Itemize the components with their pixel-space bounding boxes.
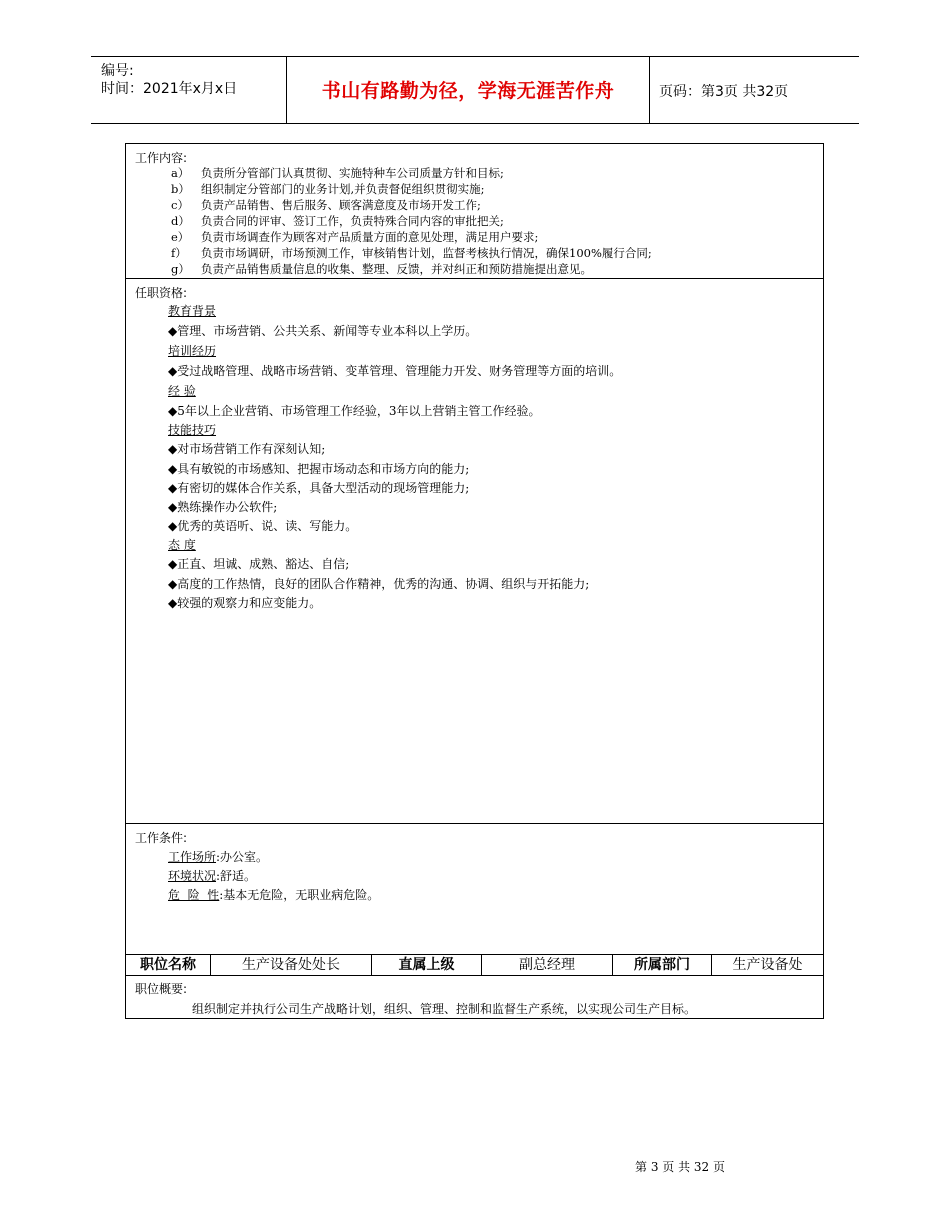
duty-item-label: g） (171, 262, 190, 276)
serial-label: 编号: (101, 63, 134, 79)
education-heading: 教育背景 (168, 304, 217, 318)
department-value: 生产设备处 (732, 957, 803, 973)
duty-item (171, 198, 481, 213)
duty-item-label: e） (171, 230, 190, 244)
position-name-value: 生产设备处处长 (211, 955, 372, 975)
duty-item-text: 组织制定分管部门的业务计划,并负责督促组织贯彻实施; (201, 182, 485, 196)
condition-value: :办公室。 (216, 850, 269, 864)
duty-item-text: 负责市场调研，市场预测工作，审核销售计划，监督考核执行情况，确保100%履行合同; (201, 246, 652, 260)
skills-item: ◆对市场营销工作有深刻认知; (168, 442, 326, 456)
conditions-section (125, 823, 824, 955)
skills-item: ◆具有敏锐的市场感知、把握市场动态和市场方向的能力; (168, 462, 470, 476)
department-label: 所属部门 (613, 955, 712, 975)
condition-label: 工作场所 (168, 850, 217, 864)
page-header (91, 56, 859, 124)
experience-heading: 经 验 (168, 384, 196, 398)
condition-item (168, 886, 379, 903)
duty-item-label: b） (171, 182, 190, 196)
header-motto: 书山有路勤为径，学海无涯苦作舟 (321, 80, 615, 102)
training-heading: 培训经历 (168, 344, 217, 358)
condition-label: 危 险 性 (168, 888, 220, 902)
duty-item-text: 负责所分管部门认真贯彻、实施特种车公司质量方针和目标; (201, 166, 504, 180)
page-footer: 第 3 页 共 32 页 (635, 1160, 725, 1174)
training-item: ◆受过战略管理、战略市场营销、变革管理、管理能力开发、财务管理等方面的培训。 (168, 364, 622, 378)
duty-item-text: 负责市场调查作为顾客对产品质量方面的意见处理，满足用户要求; (201, 230, 539, 244)
skills-item: ◆优秀的英语听、说、读、写能力。 (168, 519, 358, 533)
attitude-item: ◆较强的观察力和应变能力。 (168, 596, 322, 610)
education-item: ◆管理、市场营销、公共关系、新闻等专业本科以上学历。 (168, 324, 478, 338)
duty-item (171, 230, 538, 245)
duty-item-label: d） (171, 214, 190, 228)
duty-item (171, 182, 485, 197)
overview-title: 职位概要: (135, 982, 188, 996)
condition-item (168, 867, 256, 884)
position-name-label: 职位名称 (126, 955, 211, 975)
duty-item-label: f） (171, 246, 187, 260)
duties-section (125, 143, 824, 279)
header-meta (101, 62, 237, 98)
time-label: 时间：2021年x月x日 (101, 81, 238, 97)
overview-section (125, 975, 824, 1019)
condition-label: 环境状况 (168, 869, 217, 883)
duty-item-text: 负责合同的评审、签订工作，负责特殊合同内容的审批把关; (201, 214, 504, 228)
duties-title: 工作内容: (135, 151, 188, 165)
skills-item: ◆熟练操作办公软件; (168, 500, 278, 514)
position-info-row (125, 954, 824, 976)
condition-value: :基本无危险，无职业病危险。 (219, 888, 380, 902)
duty-item (171, 246, 652, 261)
superior-label: 直属上级 (372, 955, 482, 975)
duty-item-text: 负责产品销售、售后服务、顾客满意度及市场开发工作; (201, 198, 481, 212)
conditions-title: 工作条件: (135, 831, 188, 845)
overview-text: 组织制定并执行公司生产战略计划，组织、管理、控制和监督生产系统，以实现公司生产目标。 (192, 1002, 697, 1016)
condition-value: :舒适。 (216, 869, 257, 883)
superior-value: 副总经理 (482, 955, 613, 975)
experience-item: ◆5年以上企业营销、市场管理工作经验，3年以上营销主管工作经验。 (168, 404, 541, 418)
duty-item-label: a） (171, 166, 190, 180)
duty-item (171, 166, 504, 181)
qualifications-section (125, 278, 824, 824)
skills-item: ◆有密切的媒体合作关系，具备大型活动的现场管理能力; (168, 481, 470, 495)
condition-item (168, 848, 268, 865)
duty-item-text: 负责产品销售质量信息的收集、整理、反馈，并对纠正和预防措施提出意见。 (201, 262, 592, 276)
duty-item (171, 214, 504, 229)
attitude-item: ◆正直、坦诚、成熟、豁达、自信; (168, 557, 350, 571)
duty-item (171, 262, 592, 277)
qualifications-title: 任职资格: (135, 286, 188, 300)
attitude-item: ◆高度的工作热情，良好的团队合作精神，优秀的沟通、协调、组织与开拓能力; (168, 577, 590, 591)
header-page-number: 页码：第3页 共32页 (659, 84, 789, 100)
duty-item-label: c） (171, 198, 189, 212)
header-divider-2 (649, 57, 650, 123)
skills-heading: 技能技巧 (168, 423, 217, 437)
attitude-heading: 态 度 (168, 538, 196, 552)
